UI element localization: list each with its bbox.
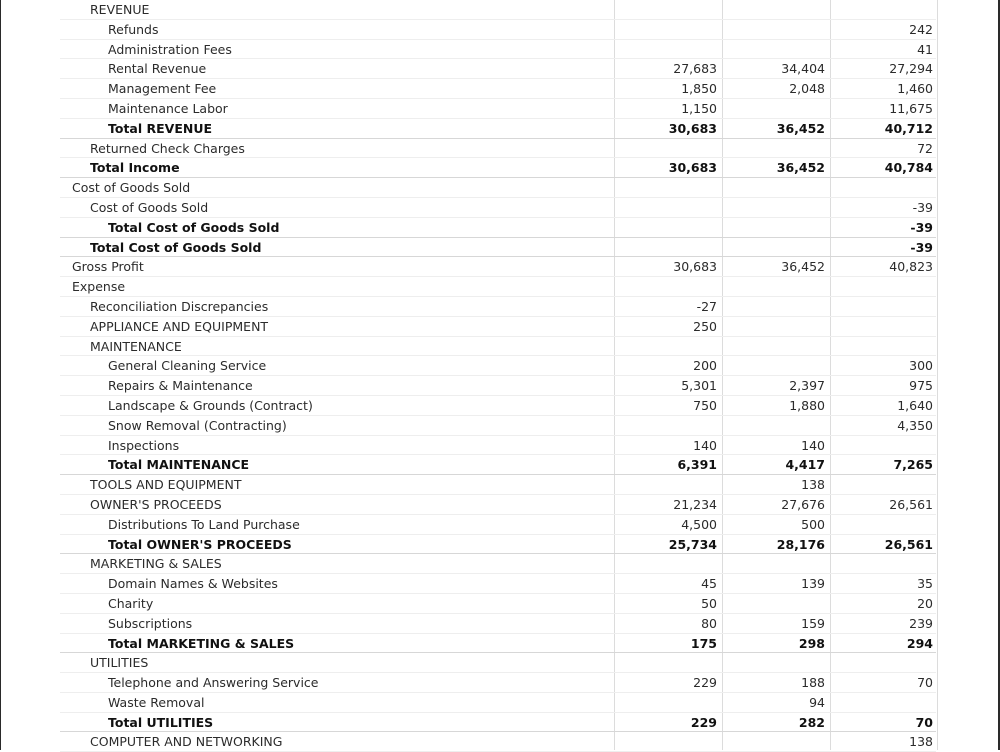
amount-cell-period-1: 200 (693, 358, 717, 374)
amount-cell-period-1: 750 (693, 397, 717, 413)
report-row (0, 20, 1000, 40)
report-row (0, 337, 1000, 357)
report-row (0, 495, 1000, 515)
amount-cell-period-2: 36,452 (776, 160, 825, 176)
row-label: Total MAINTENANCE (108, 457, 250, 473)
amount-cell-period-1: 5,301 (681, 378, 717, 394)
row-label: Domain Names & Websites (108, 576, 278, 592)
amount-cell-period-2: 4,417 (785, 457, 825, 473)
amount-cell-period-3: 35 (917, 576, 933, 592)
amount-cell-period-3: 26,561 (889, 496, 933, 512)
amount-cell-period-3: 41 (917, 41, 933, 57)
amount-cell-period-3: 27,294 (889, 61, 933, 77)
amount-cell-period-2: 282 (798, 714, 825, 730)
report-row (0, 594, 1000, 614)
report-row (0, 59, 1000, 79)
amount-cell-period-1: 30,683 (668, 120, 717, 136)
row-label: Expense (72, 279, 126, 295)
row-label: Repairs & Maintenance (108, 378, 253, 394)
report-row (0, 416, 1000, 436)
amount-cell-period-3: 70 (917, 675, 933, 691)
amount-cell-period-3: 1,640 (897, 397, 933, 413)
amount-cell-period-3: 4,350 (897, 417, 933, 433)
amount-cell-period-2: 188 (801, 675, 825, 691)
amount-cell-period-3: 294 (906, 635, 933, 651)
row-label: Cost of Goods Sold (90, 199, 209, 215)
row-label: APPLIANCE AND EQUIPMENT (90, 318, 269, 334)
amount-cell-period-1: 6,391 (677, 457, 717, 473)
row-label: Distributions To Land Purchase (108, 516, 300, 532)
row-label: Refunds (108, 21, 159, 37)
amount-cell-period-1: 229 (690, 714, 717, 730)
amount-cell-period-3: -39 (910, 239, 933, 255)
amount-cell-period-1: 30,683 (673, 259, 717, 275)
amount-cell-period-1: 229 (693, 675, 717, 691)
amount-cell-period-3: 72 (917, 140, 933, 156)
total-row (0, 218, 1000, 238)
report-row (0, 554, 1000, 574)
row-label: Maintenance Labor (108, 100, 228, 116)
report-row (0, 515, 1000, 535)
row-label: Gross Profit (72, 259, 144, 275)
amount-cell-period-2: 138 (801, 477, 825, 493)
amount-cell-period-1: 1,150 (681, 100, 717, 116)
report-row (0, 99, 1000, 119)
amount-cell-period-1: 140 (693, 437, 717, 453)
row-label: Subscriptions (108, 615, 193, 631)
amount-cell-period-3: 11,675 (889, 100, 933, 116)
amount-cell-period-3: 7,265 (893, 457, 933, 473)
report-row (0, 297, 1000, 317)
amount-cell-period-3: 242 (909, 21, 933, 37)
report-row (0, 693, 1000, 713)
amount-cell-period-1: 27,683 (673, 61, 717, 77)
amount-cell-period-2: 27,676 (781, 496, 825, 512)
row-label: Rental Revenue (108, 61, 207, 77)
row-label: TOOLS AND EQUIPMENT (90, 477, 242, 493)
amount-cell-period-2: 34,404 (781, 61, 825, 77)
row-label: Total MARKETING & SALES (108, 635, 295, 651)
row-label: COMPUTER AND NETWORKING (90, 734, 283, 750)
amount-cell-period-1: -27 (696, 298, 717, 314)
report-row (0, 257, 1000, 277)
total-row (0, 535, 1000, 555)
row-label: REVENUE (90, 2, 150, 17)
report-row (0, 376, 1000, 396)
report-row (0, 732, 1000, 752)
row-label: Returned Check Charges (90, 140, 245, 156)
row-label: UTILITIES (90, 655, 149, 671)
amount-cell-period-2: 500 (801, 516, 825, 532)
amount-cell-period-2: 2,397 (789, 378, 825, 394)
amount-cell-period-3: 239 (909, 615, 933, 631)
row-label: Reconciliation Discrepancies (90, 298, 269, 314)
amount-cell-period-3: 26,561 (884, 536, 933, 552)
report-row (0, 475, 1000, 495)
amount-cell-period-3: 70 (915, 714, 933, 730)
report-row (0, 139, 1000, 159)
report-row (0, 178, 1000, 198)
amount-cell-period-1: 30,683 (668, 160, 717, 176)
row-label: Total Income (90, 160, 180, 176)
amount-cell-period-1: 250 (693, 318, 717, 334)
total-row (0, 455, 1000, 475)
report-row (0, 356, 1000, 376)
row-label: Charity (108, 595, 154, 611)
row-label: Total UTILITIES (108, 714, 214, 730)
amount-cell-period-3: 975 (909, 378, 933, 394)
amount-cell-period-3: 40,784 (884, 160, 933, 176)
amount-cell-period-2: 159 (801, 615, 825, 631)
amount-cell-period-3: 20 (917, 595, 933, 611)
total-row (0, 119, 1000, 139)
row-label: Total REVENUE (108, 120, 213, 136)
row-label: Snow Removal (Contracting) (108, 417, 287, 433)
amount-cell-period-3: 40,823 (889, 259, 933, 275)
row-label: OWNER'S PROCEEDS (90, 496, 222, 512)
row-label: Management Fee (108, 81, 217, 97)
report-row (0, 574, 1000, 594)
amount-cell-period-2: 36,452 (781, 259, 825, 275)
amount-cell-period-3: -39 (910, 219, 933, 235)
report-row (0, 653, 1000, 673)
row-label: General Cleaning Service (108, 358, 267, 374)
amount-cell-period-2: 2,048 (789, 81, 825, 97)
amount-cell-period-2: 298 (798, 635, 825, 651)
amount-cell-period-2: 140 (801, 437, 825, 453)
amount-cell-period-3: 1,460 (897, 81, 933, 97)
report-row (0, 40, 1000, 60)
total-row (0, 634, 1000, 654)
row-label: Total Cost of Goods Sold (108, 219, 280, 235)
report-row (0, 277, 1000, 297)
amount-cell-period-1: 50 (701, 595, 717, 611)
amount-cell-period-2: 36,452 (776, 120, 825, 136)
row-label: Inspections (108, 437, 180, 453)
amount-cell-period-1: 80 (701, 615, 717, 631)
amount-cell-period-3: 40,712 (884, 120, 933, 136)
report-row (0, 198, 1000, 218)
amount-cell-period-1: 21,234 (673, 496, 717, 512)
report-row (0, 673, 1000, 693)
row-label: MARKETING & SALES (90, 556, 222, 572)
amount-cell-period-1: 1,850 (681, 81, 717, 97)
row-label: Cost of Goods Sold (72, 180, 191, 196)
amount-cell-period-3: 300 (909, 358, 933, 374)
report-row (0, 614, 1000, 634)
amount-cell-period-1: 45 (701, 576, 717, 592)
row-label: MAINTENANCE (90, 338, 182, 354)
amount-cell-period-1: 4,500 (681, 516, 717, 532)
row-label: Landscape & Grounds (Contract) (108, 397, 313, 413)
total-row (0, 158, 1000, 178)
amount-cell-period-1: 175 (690, 635, 717, 651)
row-label: Total OWNER'S PROCEEDS (108, 536, 292, 552)
total-row (0, 713, 1000, 733)
row-label: Administration Fees (108, 41, 232, 57)
report-row (0, 396, 1000, 416)
report-row (0, 79, 1000, 99)
amount-cell-period-1: 25,734 (668, 536, 717, 552)
amount-cell-period-2: 139 (801, 576, 825, 592)
row-label: Waste Removal (108, 694, 205, 710)
report-row (0, 0, 1000, 20)
amount-cell-period-3: 138 (909, 734, 933, 750)
report-row (0, 317, 1000, 337)
amount-cell-period-2: 28,176 (776, 536, 825, 552)
report-row (0, 436, 1000, 456)
total-row (0, 238, 1000, 258)
amount-cell-period-2: 94 (809, 694, 825, 710)
row-label: Total Cost of Goods Sold (90, 239, 262, 255)
row-label: Telephone and Answering Service (108, 675, 319, 691)
amount-cell-period-3: -39 (912, 199, 933, 215)
amount-cell-period-2: 1,880 (789, 397, 825, 413)
